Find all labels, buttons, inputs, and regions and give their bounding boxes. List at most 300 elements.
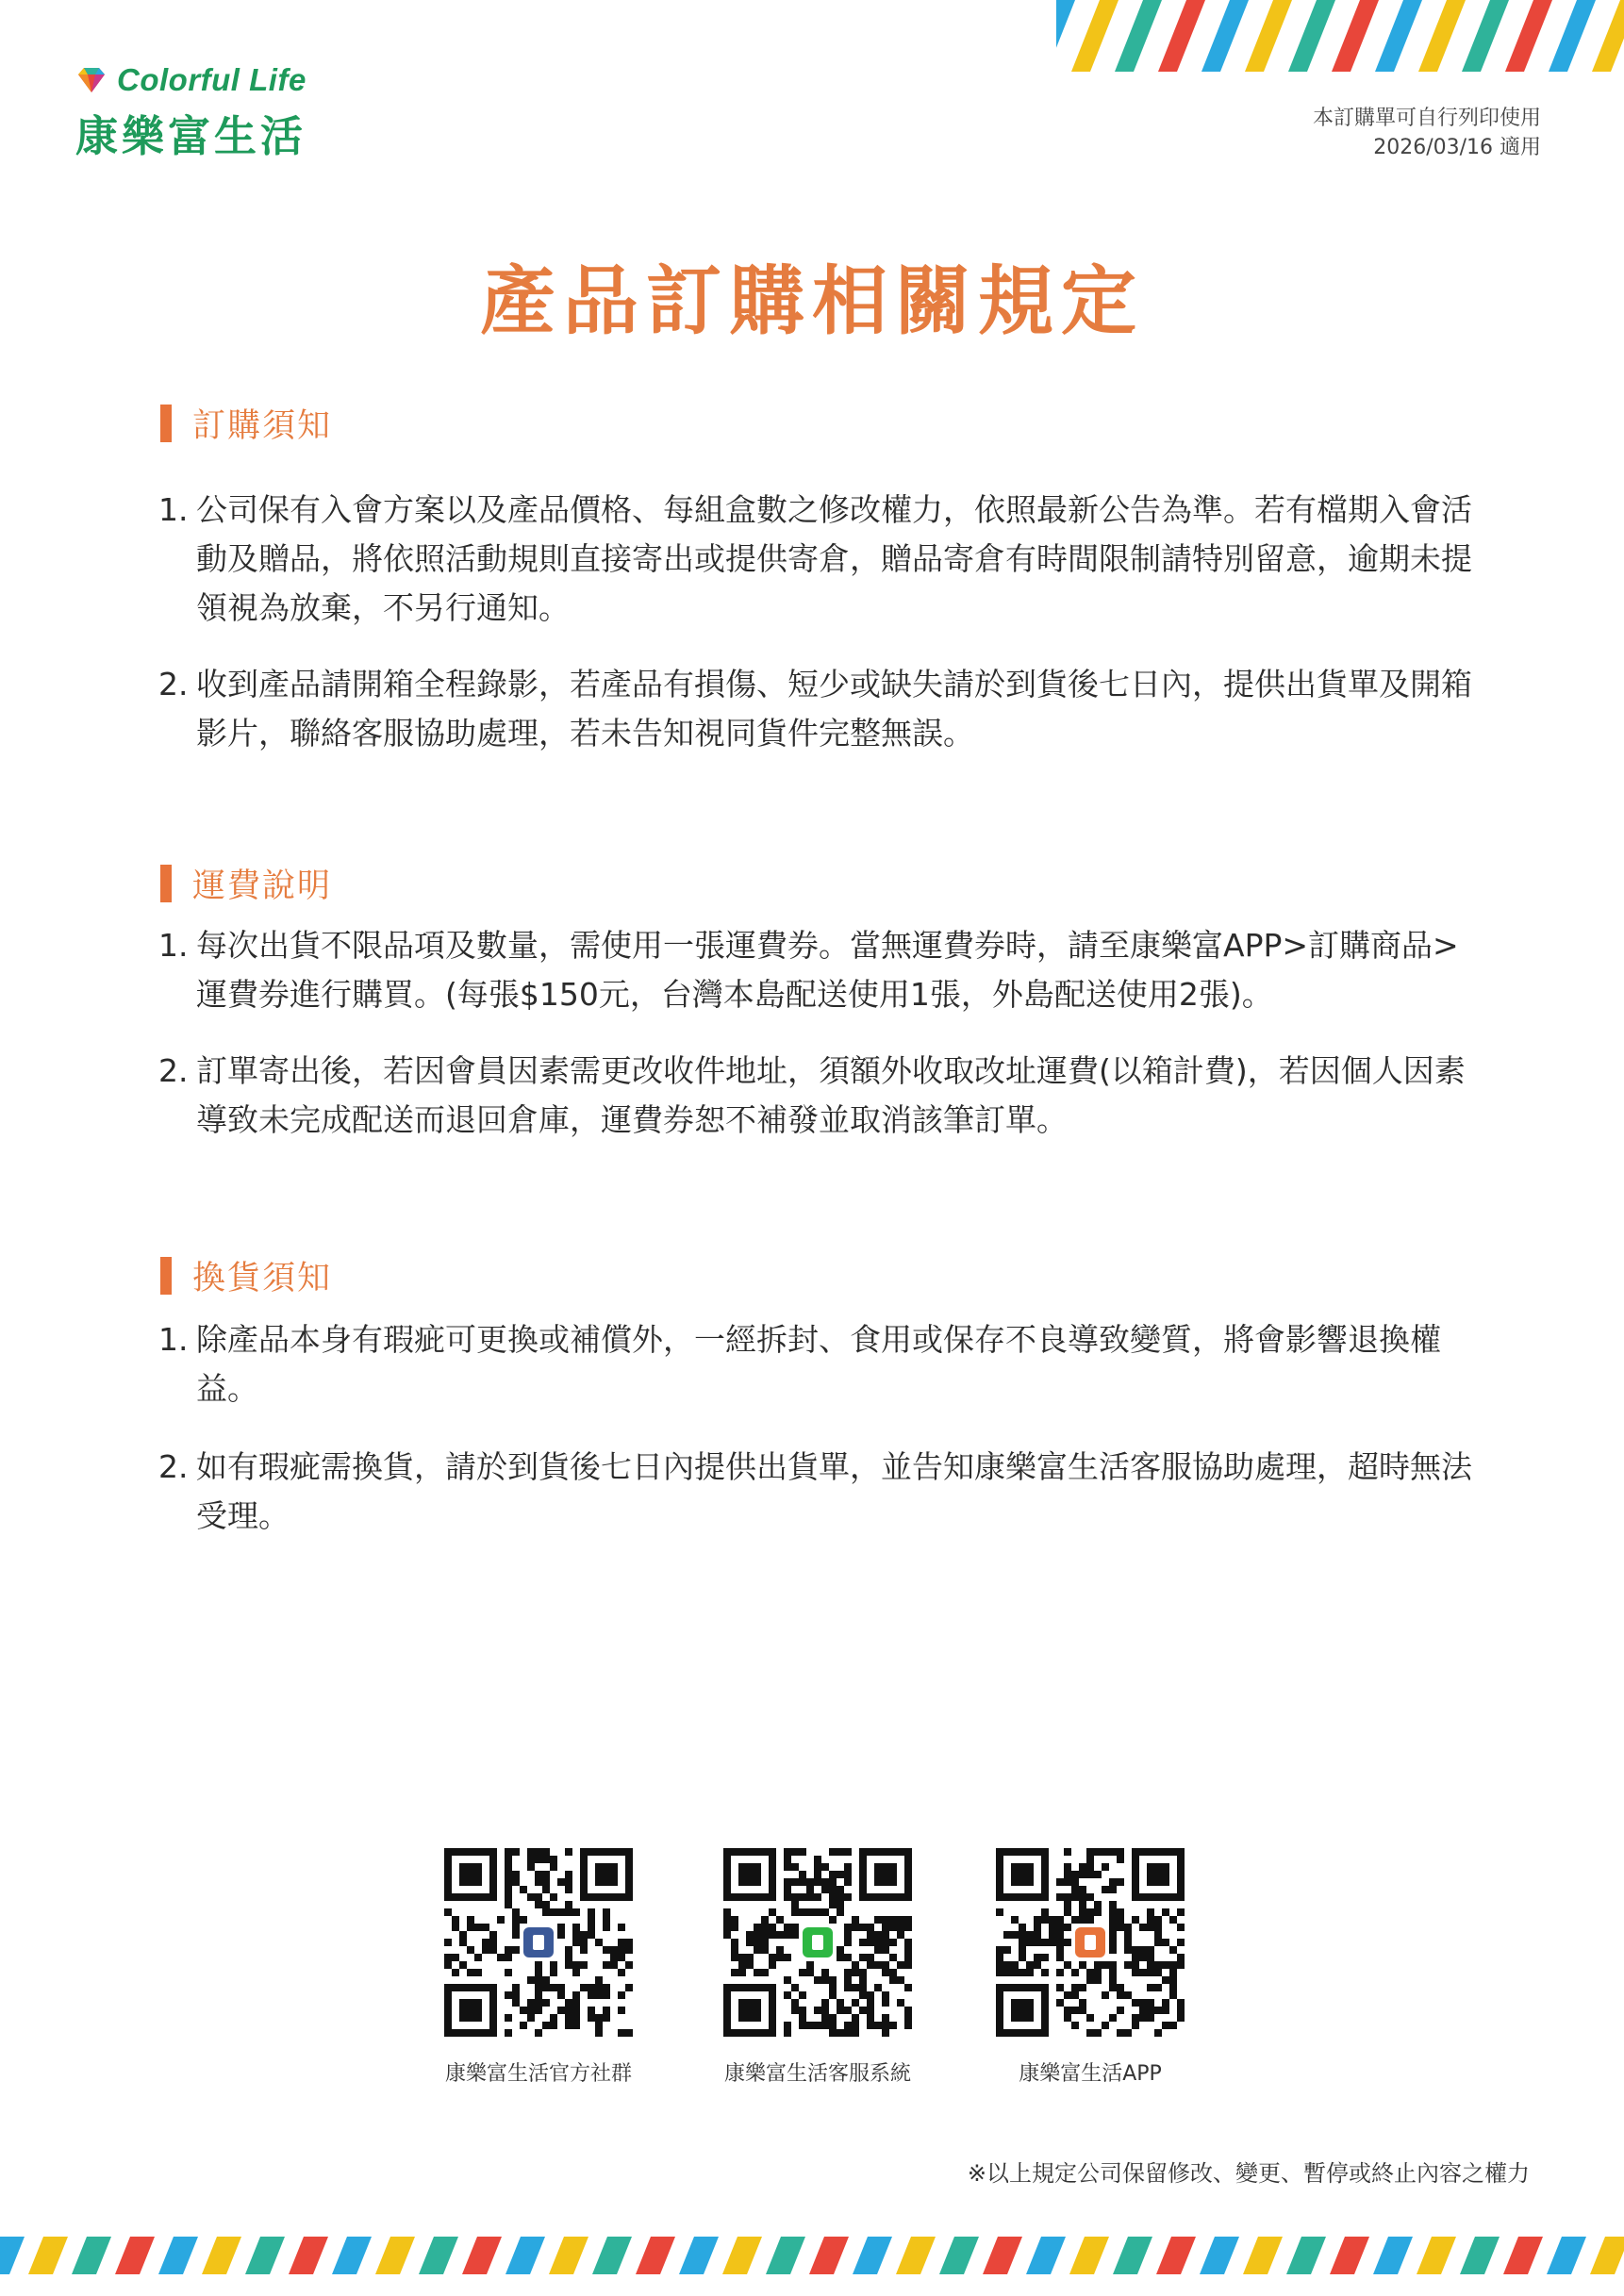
stripe-segment xyxy=(1056,0,1075,72)
qr-module xyxy=(791,1901,799,1908)
qr-module xyxy=(996,1961,1003,1969)
qr-module xyxy=(1011,1931,1019,1939)
qr-module xyxy=(1147,1908,1154,1916)
qr-module xyxy=(859,1991,867,1999)
qr-module xyxy=(603,1916,610,1924)
qr-module xyxy=(1056,1931,1064,1939)
qr-module xyxy=(565,1999,572,2007)
qr-module xyxy=(1003,1931,1011,1939)
qr-module xyxy=(1094,1961,1102,1969)
qr-module xyxy=(852,1924,859,1931)
qr-module xyxy=(761,1946,769,1954)
page-title: 產品訂購相關規定 xyxy=(480,257,1144,345)
qr-module xyxy=(844,1939,852,1946)
item-number: 1. xyxy=(158,491,189,528)
qr-module xyxy=(1094,1908,1102,1916)
qr-module xyxy=(867,1939,874,1946)
qr-module xyxy=(852,1916,859,1924)
qr-module xyxy=(610,1961,618,1969)
qr-module xyxy=(1026,1931,1034,1939)
qr-module xyxy=(829,1984,837,1991)
qr-module xyxy=(535,2029,542,2037)
qr-module xyxy=(572,1924,580,1931)
qr-module xyxy=(527,1893,535,1901)
qr-module xyxy=(1102,1863,1109,1871)
facebook-icon-glyph xyxy=(533,1935,544,1950)
qr-module xyxy=(595,2022,603,2029)
qr-module xyxy=(505,1969,512,1976)
item-number: 2. xyxy=(158,666,189,702)
qr-module xyxy=(761,1939,769,1946)
qr-module xyxy=(769,1908,776,1916)
qr-module xyxy=(1109,1901,1117,1908)
qr-module xyxy=(1147,1924,1154,1931)
qr-module xyxy=(904,1961,912,1969)
qr-module xyxy=(837,1901,844,1908)
qr-module xyxy=(588,1931,595,1939)
heading-accent-bar xyxy=(160,865,172,902)
stripe-segment xyxy=(245,2237,285,2274)
qr-module xyxy=(1147,1916,1154,1924)
stripe-segment xyxy=(1286,2237,1326,2274)
qr-module xyxy=(904,1924,912,1931)
qr-module xyxy=(859,1924,867,1931)
qr-module xyxy=(565,2022,572,2029)
qr-module xyxy=(595,1976,603,1984)
qr-module xyxy=(829,2029,837,2037)
qr-module xyxy=(844,1924,852,1931)
qr-module xyxy=(791,1863,799,1871)
qr-module xyxy=(731,1954,738,1961)
qr-module xyxy=(829,1916,837,1924)
qr-module xyxy=(761,1916,769,1924)
qr-module xyxy=(867,2014,874,2022)
qr-module xyxy=(1154,1931,1162,1939)
qr-module xyxy=(603,1991,610,1999)
qr-module xyxy=(1071,1916,1079,1924)
qr-module xyxy=(572,1969,580,1976)
qr-module xyxy=(1071,2022,1079,2029)
qr-customer-service[interactable] xyxy=(695,1848,940,2087)
qr-module xyxy=(837,1871,844,1878)
qr-module xyxy=(1019,1931,1026,1939)
qr-module xyxy=(889,1939,897,1946)
qr-module xyxy=(505,1946,512,1954)
heading-accent-bar xyxy=(160,405,172,442)
logo-english-text: Colorful Life xyxy=(117,62,307,97)
qr-module xyxy=(520,1916,527,1924)
qr-module xyxy=(1139,1954,1147,1961)
qr-module xyxy=(1086,1893,1094,1901)
qr-module xyxy=(1147,2014,1154,2022)
qr-module xyxy=(535,1999,542,2007)
qr-module xyxy=(444,1954,452,1961)
qr-module xyxy=(1041,1954,1049,1961)
qr-module xyxy=(882,1999,889,2007)
stripe-segment xyxy=(505,2237,545,2274)
qr-module xyxy=(557,1878,565,1886)
qr-module xyxy=(618,1924,625,1931)
qr-module xyxy=(1056,1969,1064,1976)
qr-module xyxy=(444,1939,452,1946)
qr-module xyxy=(904,1946,912,1954)
qr-module xyxy=(1064,2014,1071,2022)
qr-module xyxy=(1011,1916,1019,1924)
qr-module xyxy=(799,2022,806,2029)
qr-module xyxy=(603,1924,610,1931)
qr-module xyxy=(1109,1916,1117,1924)
qr-module xyxy=(837,1954,844,1961)
qr-module xyxy=(897,1976,904,1984)
qr-module xyxy=(482,1924,489,1931)
qr-module xyxy=(829,1901,837,1908)
item-text: 訂單寄出後，若因會員因素需更改收件地址，須額外收取改址運費(以箱計費)，若因個人因素導致未完成配送而退回倉庫，運費券恕不補發並取消該筆訂單。 xyxy=(196,1052,1466,1138)
stripe-segment xyxy=(1549,0,1596,72)
qr-module xyxy=(550,2022,557,2029)
stripe-segment xyxy=(1245,0,1292,72)
qr-module xyxy=(829,1991,837,1999)
print-note xyxy=(1313,104,1541,162)
qr-code-image[interactable] xyxy=(723,1848,912,2037)
qr-module xyxy=(1154,2029,1162,2037)
qr-official-community[interactable] xyxy=(416,1848,661,2087)
qr-module xyxy=(550,1969,557,1976)
qr-module xyxy=(1132,1999,1139,2007)
stripe-segment xyxy=(1503,2237,1543,2274)
qr-module xyxy=(829,2014,837,2022)
qr-module xyxy=(1109,2014,1117,2022)
qr-module xyxy=(1064,1939,1071,1946)
qr-module xyxy=(1071,1886,1079,1893)
qr-module xyxy=(821,1878,829,1886)
qr-module xyxy=(837,1908,844,1916)
qr-module xyxy=(829,1893,837,1901)
qr-module xyxy=(882,1969,889,1976)
qr-module xyxy=(806,2022,814,2029)
qr-module xyxy=(1109,1961,1117,1969)
qr-module xyxy=(542,1871,550,1878)
qr-module xyxy=(1019,1924,1026,1931)
qr-module xyxy=(1079,1863,1086,1871)
stripe-segment xyxy=(332,2237,372,2274)
qr-module xyxy=(1011,1961,1019,1969)
stripe-segment xyxy=(1201,0,1249,72)
qr-module xyxy=(1177,2014,1185,2022)
qr-module xyxy=(1086,1916,1094,1924)
qr-module xyxy=(1124,1924,1132,1931)
qr-module xyxy=(821,1969,829,1976)
qr-module xyxy=(738,1961,746,1969)
qr-module xyxy=(1109,1878,1117,1886)
qr-module xyxy=(837,2007,844,2014)
stripe-segment xyxy=(1332,0,1379,72)
list-item xyxy=(158,921,1488,1019)
qr-module xyxy=(1169,1991,1177,1999)
item-number: 1. xyxy=(158,1321,189,1358)
qr-module xyxy=(512,1991,520,1999)
qr-module xyxy=(550,1908,557,1916)
qr-module xyxy=(542,1901,550,1908)
qr-module xyxy=(625,1961,633,1969)
stripe-segment xyxy=(28,2237,68,2274)
qr-module xyxy=(852,1969,859,1976)
qr-module xyxy=(1177,1908,1185,1916)
qr-module xyxy=(897,1924,904,1931)
qr-module xyxy=(731,1939,738,1946)
qr-module xyxy=(867,1961,874,1969)
qr-module xyxy=(1109,1969,1117,1976)
stripe-segment xyxy=(1417,2237,1456,2274)
qr-finder-inner xyxy=(595,1863,618,1886)
item-text: 每次出貨不限品項及數量，需使用一張運費券。當無運費券時，請至康樂富APP>訂購商品>運費券進行購買。(每張$150元，台灣本島配送使用1張，外島配送使用2張)。 xyxy=(196,927,1459,1013)
qr-module xyxy=(572,1931,580,1939)
qr-module xyxy=(1026,1969,1034,1976)
qr-module xyxy=(1154,1969,1162,1976)
qr-module xyxy=(1049,1916,1056,1924)
qr-module xyxy=(565,1871,572,1878)
qr-module xyxy=(882,1924,889,1931)
qr-module xyxy=(1056,1939,1064,1946)
qr-module xyxy=(550,1863,557,1871)
qr-module xyxy=(791,1893,799,1901)
qr-module xyxy=(844,2007,852,2014)
qr-module xyxy=(618,1946,625,1954)
qr-module xyxy=(1064,1871,1071,1878)
qr-module xyxy=(996,1908,1003,1916)
list-item xyxy=(158,486,1488,633)
stripe-segment xyxy=(1156,2237,1196,2274)
qr-module xyxy=(1079,1886,1086,1893)
qr-module xyxy=(565,2007,572,2014)
qr-module xyxy=(1064,1991,1071,1999)
qr-module xyxy=(867,2022,874,2029)
qr-module xyxy=(761,1931,769,1939)
qr-module xyxy=(557,1931,565,1939)
qr-module xyxy=(572,2007,580,2014)
qr-module xyxy=(844,1848,852,1856)
qr-module xyxy=(837,1848,844,1856)
qr-module xyxy=(1139,2014,1147,2022)
qr-module xyxy=(852,1984,859,1991)
qr-module xyxy=(512,1916,520,1924)
qr-module xyxy=(844,1984,852,1991)
qr-module xyxy=(844,1863,852,1871)
qr-module xyxy=(859,1984,867,1991)
qr-module xyxy=(452,1924,459,1931)
qr-module xyxy=(1109,1931,1117,1939)
qr-module xyxy=(746,1954,754,1961)
colorful-gem-icon-glyph xyxy=(1085,1935,1096,1950)
qr-module xyxy=(882,2029,889,2037)
qr-module xyxy=(821,2014,829,2022)
qr-module xyxy=(1177,2007,1185,2014)
qr-module xyxy=(904,2007,912,2014)
qr-module xyxy=(512,1924,520,1931)
qr-module xyxy=(474,1924,482,1931)
qr-module xyxy=(550,1893,557,1901)
qr-module xyxy=(754,1946,761,1954)
qr-module xyxy=(1056,1878,1064,1886)
qr-module xyxy=(799,2014,806,2022)
qr-module xyxy=(882,2022,889,2029)
qr-module xyxy=(520,1886,527,1893)
qr-module xyxy=(1132,1969,1139,1976)
qr-module xyxy=(1086,1863,1094,1871)
qr-module xyxy=(746,1961,754,1969)
qr-module xyxy=(535,1984,542,1991)
qr-code-image[interactable] xyxy=(996,1848,1185,2037)
qr-module xyxy=(784,1856,791,1863)
qr-module xyxy=(610,1946,618,1954)
qr-module xyxy=(625,1939,633,1946)
qr-module xyxy=(588,1908,595,1916)
qr-module xyxy=(821,1886,829,1893)
qr-module xyxy=(1056,1984,1064,1991)
qr-module xyxy=(1034,1961,1041,1969)
bottom-stripe-decoration xyxy=(0,2237,1624,2274)
qr-module xyxy=(844,1893,852,1901)
qr-module xyxy=(1094,1901,1102,1908)
qr-module xyxy=(1064,1893,1071,1901)
qr-module xyxy=(889,1976,897,1984)
qr-module xyxy=(1056,1916,1064,1924)
qr-module xyxy=(535,1961,542,1969)
qr-module xyxy=(1094,2029,1102,2037)
qr-module xyxy=(784,1886,791,1893)
qr-module xyxy=(1102,1848,1109,1856)
qr-module xyxy=(1049,1931,1056,1939)
qr-module xyxy=(1102,1886,1109,1893)
stripe-segment xyxy=(1113,2237,1152,2274)
qr-module xyxy=(1147,1961,1154,1969)
qr-module xyxy=(1041,1916,1049,1924)
qr-module xyxy=(550,1984,557,1991)
qr-module xyxy=(1162,1999,1169,2007)
qr-module xyxy=(784,1931,791,1939)
item-number: 2. xyxy=(158,1052,189,1089)
qr-module xyxy=(806,1908,814,1916)
qr-module xyxy=(889,1969,897,1976)
stripe-segment xyxy=(462,2237,502,2274)
item-number: 1. xyxy=(158,927,189,964)
rights-footnote: ※以上規定公司保留修改、變更、暫停或終止內容之權力 xyxy=(967,2160,1530,2187)
qr-module xyxy=(1117,1984,1124,1991)
qr-module xyxy=(799,1893,806,1901)
qr-module xyxy=(625,1984,633,1991)
qr-module xyxy=(1109,1984,1117,1991)
qr-module xyxy=(867,2007,874,2014)
qr-module xyxy=(595,1991,603,1999)
qr-module xyxy=(610,1954,618,1961)
qr-module xyxy=(829,1976,837,1984)
qr-module xyxy=(791,1924,799,1931)
qr-module xyxy=(527,1856,535,1863)
qr-module xyxy=(799,1991,806,1999)
qr-module xyxy=(505,1991,512,1999)
qr-module xyxy=(844,1871,852,1878)
stripe-segment xyxy=(592,2237,632,2274)
qr-module xyxy=(452,1954,459,1961)
section-heading-shipping xyxy=(160,860,332,907)
qr-module xyxy=(482,1939,489,1946)
qr-module xyxy=(1086,1856,1094,1863)
qr-module xyxy=(874,1946,882,1954)
qr-module xyxy=(784,1848,791,1856)
qr-module xyxy=(497,1916,505,1924)
qr-module xyxy=(1064,1924,1071,1931)
qr-module xyxy=(821,2007,829,2014)
qr-module xyxy=(1124,1991,1132,1999)
qr-module xyxy=(814,2022,821,2029)
qr-module xyxy=(1117,2029,1124,2037)
qr-module xyxy=(799,2007,806,2014)
item-text: 如有瑕疵需換貨，請於到貨後七日內提供出貨單，並告知康樂富生活客服協助處理，超時無法受理。 xyxy=(196,1448,1472,1534)
stripe-segment xyxy=(1200,2237,1239,2274)
qr-app-download[interactable] xyxy=(968,1848,1213,2087)
qr-module xyxy=(882,2014,889,2022)
effective-date: 2026/03/16 適用 xyxy=(1373,136,1541,159)
qr-module xyxy=(1162,1961,1169,1969)
qr-module xyxy=(557,1991,565,1999)
qr-module xyxy=(889,1916,897,1924)
qr-module xyxy=(565,1961,572,1969)
section-heading-label: 運費說明 xyxy=(192,867,333,905)
qr-code-image[interactable] xyxy=(444,1848,633,2037)
qr-module xyxy=(814,1878,821,1886)
qr-module xyxy=(505,2029,512,2037)
qr-module xyxy=(527,2007,535,2014)
qr-module xyxy=(489,1931,497,1939)
qr-module xyxy=(1079,1916,1086,1924)
qr-module xyxy=(625,2029,633,2037)
qr-module xyxy=(505,1886,512,1893)
qr-module xyxy=(754,1939,761,1946)
qr-module xyxy=(882,1939,889,1946)
qr-module xyxy=(776,1954,784,1961)
qr-module xyxy=(1094,1848,1102,1856)
qr-module xyxy=(1169,1961,1177,1969)
stripe-segment xyxy=(939,2237,979,2274)
qr-module xyxy=(1079,1871,1086,1878)
qr-module xyxy=(1102,1991,1109,1999)
qr-module xyxy=(1094,1976,1102,1984)
qr-module xyxy=(1079,1984,1086,1991)
qr-module xyxy=(996,1969,1003,1976)
qr-module xyxy=(542,1848,550,1856)
qr-module xyxy=(761,1924,769,1931)
qr-finder-inner xyxy=(738,1863,761,1886)
qr-module xyxy=(1003,1961,1011,1969)
print-note-line: 本訂購單可自行列印使用 xyxy=(1312,107,1541,130)
qr-module xyxy=(565,2014,572,2022)
qr-module xyxy=(1117,1878,1124,1886)
qr-module xyxy=(784,2022,791,2029)
qr-module xyxy=(527,1863,535,1871)
qr-module xyxy=(1079,1901,1086,1908)
stripe-segment xyxy=(1462,0,1509,72)
qr-module xyxy=(1056,1924,1064,1931)
stripe-segment xyxy=(983,2237,1022,2274)
qr-module xyxy=(814,1856,821,1863)
qr-module xyxy=(1109,1908,1117,1916)
qr-module xyxy=(1086,1969,1094,1976)
stripe-segment xyxy=(419,2237,458,2274)
qr-module xyxy=(837,1999,844,2007)
qr-module xyxy=(874,1984,882,1991)
qr-module xyxy=(867,1931,874,1939)
qr-module xyxy=(1064,1908,1071,1916)
qr-module xyxy=(520,2007,527,2014)
